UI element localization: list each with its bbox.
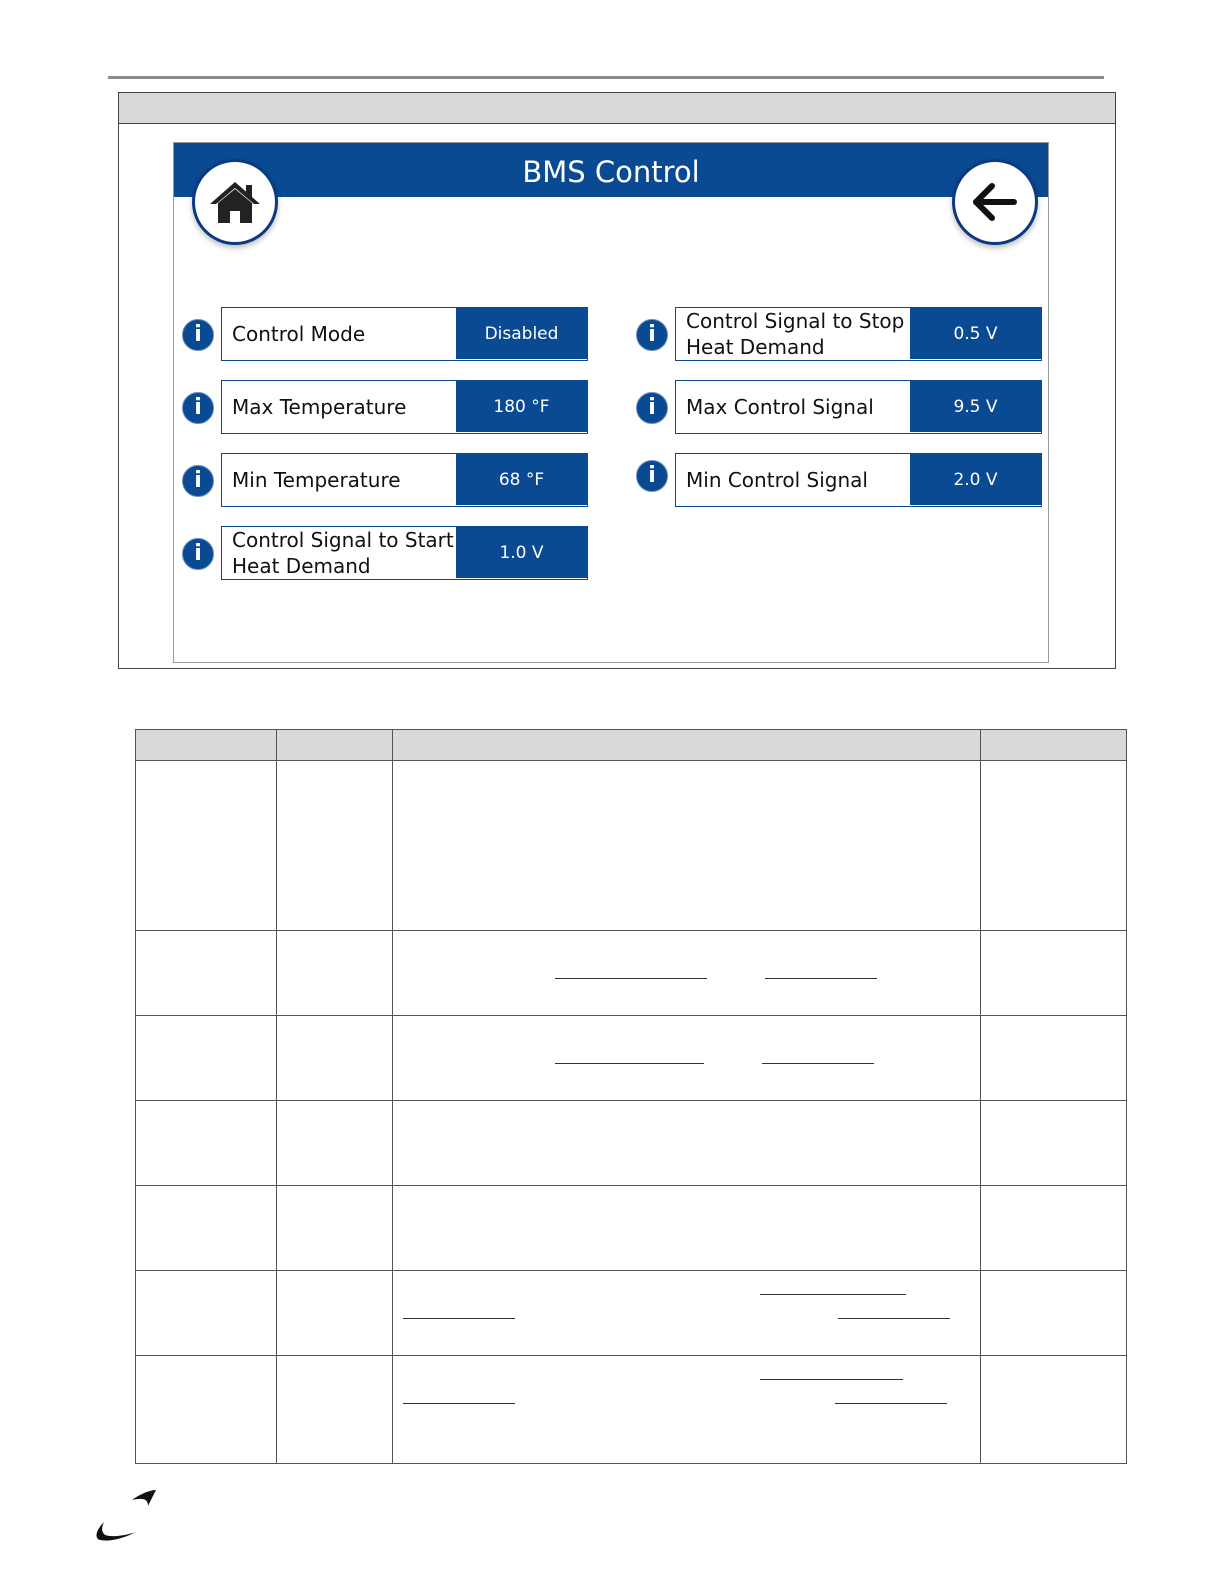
table-cell [393,1271,981,1356]
screen-title-bar [174,143,1048,197]
underline [762,1063,874,1064]
table-cell [981,1356,1127,1464]
param-label: Control Signal to Stop Heat Demand [686,308,905,359]
table-header-cell [136,730,277,761]
table-cell [393,1016,981,1101]
param-min-control-signal [636,453,1046,509]
underline [760,1294,906,1295]
underline [835,1403,947,1404]
info-icon[interactable]: i [182,465,214,497]
info-icon[interactable]: i [182,319,214,351]
table-header-cell [277,730,393,761]
table-cell [136,1271,277,1356]
param-control-signal-stop [636,307,1046,363]
table-cell [981,1101,1127,1186]
table-row [136,1271,1127,1356]
info-icon[interactable]: i [182,538,214,570]
underline [760,1379,903,1380]
param-control-signal-start [182,526,592,582]
param-value[interactable]: 180 °F [456,381,587,432]
table-cell [393,1101,981,1186]
table-row [136,931,1127,1016]
table-cell [136,1186,277,1271]
param-label: Max Control Signal [686,394,874,419]
param-value[interactable]: 0.5 V [910,308,1041,359]
table-header-row [136,730,1127,761]
table-cell [277,1101,393,1186]
parameter-table [135,729,1127,1464]
table-header-cell [981,730,1127,761]
table-cell [277,1356,393,1464]
table-header-cell [393,730,981,761]
param-box[interactable] [221,526,588,580]
underline [838,1318,950,1319]
table-cell [981,1016,1127,1101]
table-cell [981,931,1127,1016]
table-cell [277,1186,393,1271]
param-label: Min Control Signal [686,467,868,492]
underline [555,1063,704,1064]
param-value[interactable]: 68 °F [456,454,587,505]
param-value[interactable]: 2.0 V [910,454,1041,505]
underline [403,1403,515,1404]
param-label: Max Temperature [232,394,407,419]
table-cell [393,931,981,1016]
param-label: Min Temperature [232,467,401,492]
bms-control-screen [173,142,1049,663]
param-box[interactable] [675,380,1042,434]
table-cell [981,761,1127,931]
param-box[interactable] [221,453,588,507]
table-cell [981,1186,1127,1271]
table-cell [136,1356,277,1464]
param-box[interactable] [221,380,588,434]
swoosh-logo-icon [90,1488,160,1543]
table-cell [136,1016,277,1101]
screen-title: BMS Control [522,155,700,189]
table-cell [277,761,393,931]
figure-caption-bar [119,93,1115,124]
underline [765,978,877,979]
arrow-left-icon [972,182,1018,222]
back-button[interactable] [952,159,1038,245]
param-value[interactable]: Disabled [456,308,587,359]
table-row [136,1016,1127,1101]
info-icon[interactable]: i [182,392,214,424]
page-top-rule [108,76,1104,79]
home-icon [208,179,262,225]
param-box[interactable] [221,307,588,361]
param-value[interactable]: 9.5 V [910,381,1041,432]
param-max-control-signal [636,380,1046,436]
home-button[interactable] [192,159,278,245]
param-label: Control Signal to Start Heat Demand [232,527,454,578]
table-cell [393,761,981,931]
param-box[interactable] [675,453,1042,507]
table-row [136,761,1127,931]
info-icon[interactable]: i [636,319,668,351]
table-cell [277,1271,393,1356]
table-cell [136,931,277,1016]
param-control-mode [182,307,592,363]
param-box[interactable] [675,307,1042,361]
table-cell [277,1016,393,1101]
table-cell [277,931,393,1016]
table-cell [393,1356,981,1464]
info-icon[interactable]: i [636,392,668,424]
param-label: Control Mode [232,321,366,346]
underline [403,1318,515,1319]
table-cell [136,1101,277,1186]
table-row [136,1186,1127,1271]
table-row [136,1101,1127,1186]
info-icon[interactable]: i [636,460,668,492]
param-max-temperature [182,380,592,436]
table-cell [981,1271,1127,1356]
table-cell [136,761,277,931]
underline [555,978,707,979]
table-row [136,1356,1127,1464]
param-min-temperature [182,453,592,509]
table-cell [393,1186,981,1271]
param-value[interactable]: 1.0 V [456,527,587,578]
